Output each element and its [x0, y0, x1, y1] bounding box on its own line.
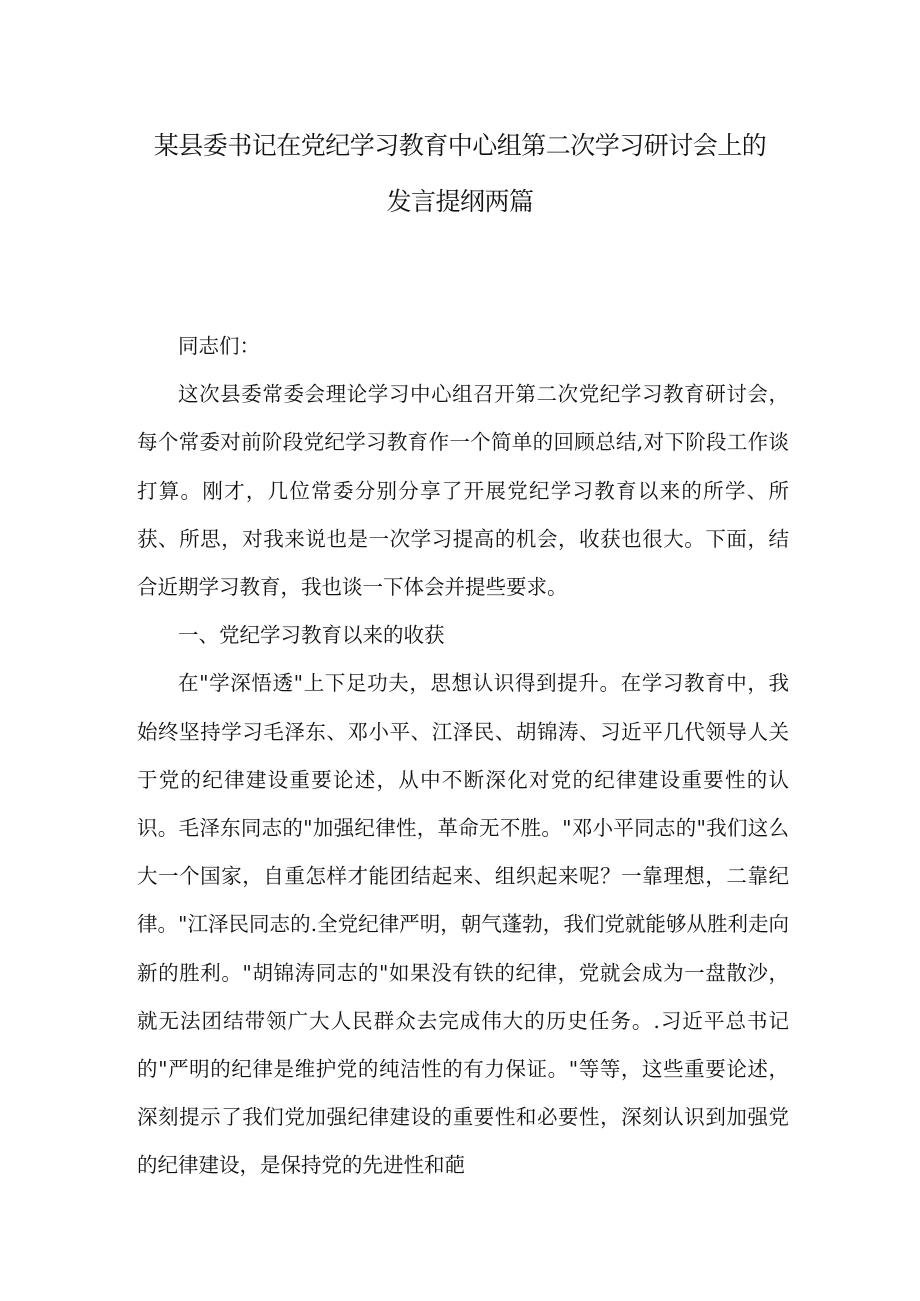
paragraph-body: 在"学深悟透"上下足功夫，思想认识得到提升。在学习教育中，我始终坚持学习毛泽东、邓小平、江泽民、胡锦涛、习近平几代领导人关于党的纪律建设重要论述，从中不断深化对党的纪律建设重要性的认识。毛泽东同志的"加强纪律性，革命无不胜。"邓小平同志的"我们这么大一个国家，自重怎样才能团结起来、组织起来呢？一靠理想，二靠纪律。"江泽民同志的.全党纪律严明，朝气蓬勃，我们党就能够从胜利走向新的胜利。"胡锦涛同志的"如果没有铁的纪律，党就会成为一盘散沙，就无法团结带领广大人民群众去完成伟大的历史任务。.习近平总书记的"严明的纪律是维护党的纯洁性的有力保证。"等等，这些重要论述，深刻提示了我们党加强纪律建设的重要性和必要性，深刻认识到加强党的纪律建设，是保持党的先进性和葩	[137, 671, 789, 1178]
title-line-1: 某县委书记在党纪学习教育中心组第二次学习研讨会上的	[153, 131, 767, 160]
paragraph-intro: 这次县委常委会理论学习中心组召开第二次党纪学习教育研讨会，每个常委对前阶段党纪学习教育作一个简单的回顾总结,对下阶段工作谈打算。刚才，几位常委分别分享了开展党纪学习教育以来的所学、所获、所思，对我来说也是一次学习提高的机会，收获也很大。下面，结合近期学习教育，我也谈一下体会并提些要求。	[137, 382, 789, 600]
section-heading: 一、党纪学习教育以来的收获	[178, 623, 445, 648]
salutation: 同志们：	[178, 334, 260, 358]
title-line-2: 发言提纲两篇	[386, 187, 534, 216]
document-body	[137, 322, 789, 1190]
document-title	[120, 118, 800, 230]
